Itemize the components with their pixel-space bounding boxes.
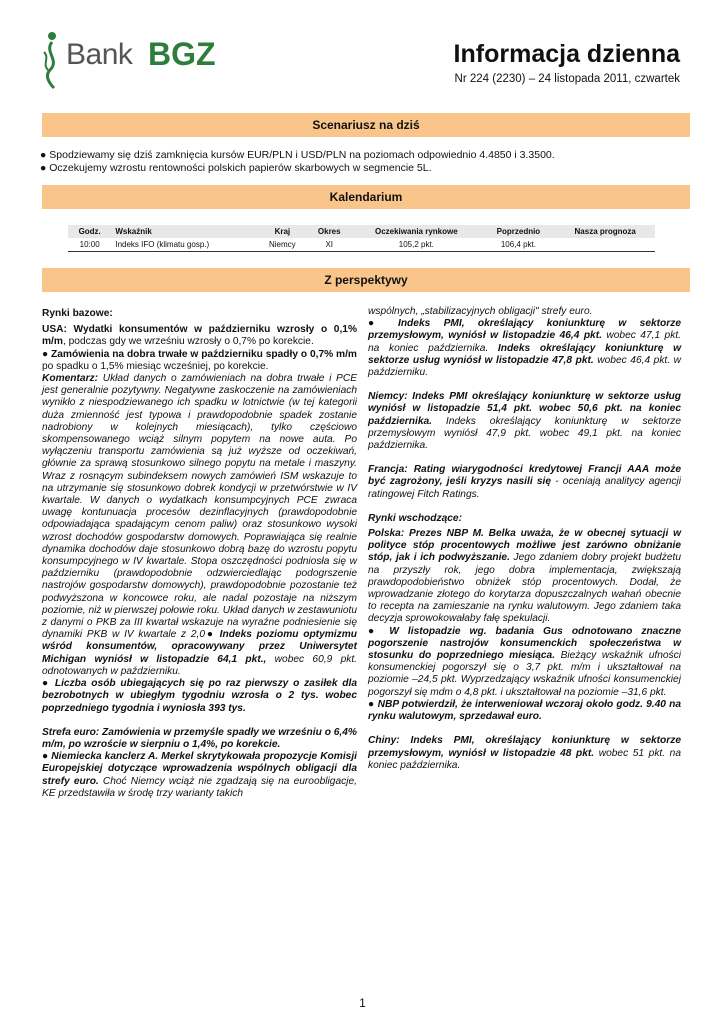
michigan-text: wobec 60,9 pkt. odnotowanych w październiku. <box>42 653 357 677</box>
eurobonds-continuation: wspólnych, „stabilizacyjnych obligacji" strefy euro. <box>368 306 593 317</box>
left-column <box>42 308 357 800</box>
table-row <box>68 238 655 252</box>
france-bold: Francja: Rating wiarygodności kredytowej Francji AAA może być zagrożony, jeśli kryzys nasili się <box>368 464 681 488</box>
gus-paragraph <box>368 626 681 699</box>
pmi-text-1: wobec 47,1 pkt. na koniec października. <box>368 330 681 354</box>
germany-text: Indeks określający koniunkturę w sektorze przemysłowym wyniósł 47,9 pkt. wobec 49,1 pkt. na koniec października. <box>368 415 681 452</box>
germany-bold: Niemcy: Indeks PMI określający koniunkturę w sektorze usług wyniósł w listopadzie 51,4 pkt. wobec 50,6 pkt. na koniec października. <box>368 391 681 427</box>
comment-label: Komentarz: <box>42 373 99 385</box>
calendar-cell <box>555 238 655 252</box>
comment-paragraph <box>42 373 357 678</box>
pmi-bold-1: ● Indeks PMI, określający koniunkturę w sektorze przemysłowym, wyniósł w listopadzie 46,4 pkt. <box>368 318 681 342</box>
pmi-text-2: wobec 46,4 pkt. w październiku. <box>368 354 681 379</box>
pmi-bold-2: Indeks określający koniunkturę w sektorze usług wyniósł w listopadzie 47,8 pkt. <box>368 342 681 366</box>
page-number: 1 <box>359 996 366 1010</box>
france-text: - oceniają analitycy agencji ratingowej Fitch Ratings. <box>368 476 681 500</box>
scenario-bullet: ● Spodziewamy się dziś zamknięcia kursów EUR/PLN i USD/PLN na poziomach odpowiednio 4.4850 i 3.3500. <box>40 149 555 161</box>
nbp-paragraph: ● NBP potwierdził, że interweniował wczoraj około godz. 9.40 na rynku walutowym, sprzedawał euro. <box>368 698 681 723</box>
usa-text-1: , podczas gdy we wrześniu wzrosły o 0,7% po korekcie. <box>62 336 314 348</box>
merkel-paragraph <box>42 751 357 800</box>
gus-bold: ● W listopadzie wg. badania Gus odnotowano znaczne pogorszenie nastrojów konsumenckich społeczeństwa w stosunku do poprzedniego miesiąca. <box>368 625 681 662</box>
calendar-header: Nasza prognoza <box>555 225 655 238</box>
china-bold: Chiny: Indeks PMI, określający koniunkturę w sektorze przemysłowym, wyniósł w listopadzie 48 pkt. <box>368 735 681 759</box>
usa-bold-2: ● Zamówienia na dobra trwałe w październiku spadły o 0,7% m/m <box>42 348 357 360</box>
michigan-bold: ● Indeks poziomu optymizmu wśród konsumentów, opracowywany przez Uniwersytet Michigan wyniósł w listopadzie 64,1 pkt., <box>42 629 357 665</box>
france-paragraph <box>368 464 681 501</box>
issue-line: Nr 224 (2230) – 24 listopada 2011, czwartek <box>454 73 680 85</box>
poland-bold: Polska: Prezes NBP M. Belka uważa, że w obecnej sytuacji w polityce stóp procentowych możliwe jest zarówno obniżanie stóp, jak i ich podwyższanie. <box>368 528 681 564</box>
scenario-bullet: ● Oczekujemy wzrostu rentowności polskich papierów skarbowych w segmencie 5L. <box>40 162 432 174</box>
china-text: wobec 51 pkt. na koniec października. <box>368 747 681 771</box>
usa-bold-1: USA: Wydatki konsumentów w październiku wzrosły o 0,1% m/m <box>42 324 357 348</box>
calendar-header: Wskaźnik <box>111 225 257 238</box>
usa-text-2: po spadku o 1,5% miesiąc wcześniej, po korekcie. <box>42 360 269 372</box>
calendar-cell: Indeks IFO (klimatu gosp.) <box>111 238 257 252</box>
merkel-bold: ● Niemiecka kanclerz A. Merkel skrytykowała propozycje Komisji Europejskiej dotyczące wprowadzenia wspólnych obligacji dla strefy euro. <box>42 751 357 787</box>
jobless-claims-paragraph: ● Liczba osób ubiegających się po raz pierwszy o zasiłek dla bezrobotnych w ubiegłym tygodniu wzrosła o 2 tys. wobec poprzedniego tygodnia i wyniosła 393 tys. <box>42 678 357 714</box>
logo-emblem-icon <box>40 30 66 90</box>
calendar-header: Okres <box>307 225 351 238</box>
bank-logo <box>40 30 220 90</box>
calendar-header: Poprzednio <box>481 225 555 238</box>
germany-paragraph <box>368 391 681 452</box>
logo-bgz-text: BGZ <box>148 36 216 72</box>
durables-paragraph <box>42 349 357 373</box>
logo-bank-text: Bank <box>66 38 133 71</box>
calendar-cell: XI <box>307 238 351 252</box>
calendar-cell: Niemcy <box>257 238 307 252</box>
pmi-eurozone-paragraph <box>368 318 681 379</box>
calendar-header: Godz. <box>68 225 111 238</box>
calendar-header-row <box>68 225 655 238</box>
calendar-header: Kraj <box>257 225 307 238</box>
eurozone-paragraph: Strefa euro: Zamówienia w przemyśle spadły we wrześniu o 6,4% m/m, po wzroście w sierpniu o 1,4%, po korekcie. <box>42 726 357 750</box>
page-title: Informacja dzienna <box>453 40 680 68</box>
merkel-text: Choć Niemcy wciąż nie zgadzają się na euroobligacje, KE przedstawiła w środę trzy warianty takich <box>42 775 357 799</box>
section-band-perspektywa: Z perspektywy <box>42 268 690 292</box>
subheading-rynki-bazowe: Rynki bazowe: <box>42 308 113 319</box>
section-band-kalendarium: Kalendarium <box>42 185 690 209</box>
calendar-table <box>68 225 655 252</box>
calendar-cell: 106,4 pkt. <box>481 238 555 252</box>
section-band-scenariusz: Scenariusz na dziś <box>42 113 690 137</box>
poland-text: Jego zdaniem dobry projekt budżetu na przyszły rok, jego dobra implementacja, zwiększają prawdopodobieństwo obniżek stóp procentowych. Dodał, że wprowadzanie złotego do korytarza dopuszczalnych wahań obecnie to recepta na zamieszanie na rynku walutowym. Jego zdaniem taka decyzja sprowokowałaby fałę spekulacji. <box>368 552 681 625</box>
poland-paragraph <box>368 528 681 626</box>
scenario-bullets <box>40 149 555 175</box>
calendar-cell: 10:00 <box>68 238 111 252</box>
right-column <box>368 306 681 772</box>
subheading-rynki-wschodzace: Rynki wschodzące: <box>368 512 462 524</box>
calendar-cell: 105,2 pkt. <box>351 238 481 252</box>
gus-text: Bieżący wskaźnik ufności konsumenckiej pogorszył się o 3,7 pkt. m/m i ukształtował na poziomie –24,5 pkt. Wyprzedzający wskaźnik ufności konsumenckiej pogorszył się mdm o 4,8 pkt. i ukształtował na poziomie –31,6 pkt. <box>368 650 681 698</box>
usa-paragraph <box>42 324 357 348</box>
comment-text: Układ danych o zamówieniach na dobra trwałe i PCE jest generalnie pozytywny. Negatywne zaskoczenie na zamówieniach wynikło z niespodziewanego ich spadku w lotnictwie (w tej kategorii duża zmienność jest typowa i prawdopodobnie spadek zostanie nadrobiony w kolejnych miesiącach), tylko częściowo skompensowanego wciąż silnym popytem na nowe auta. Po wyłączeniu transportu zamówienia są już wyższe od oczekiwań, głównie za sprawą stosunkowo silnego popytu na metale i maszyny. Wraz z rosnącym subindeksem nowych zamówień ISM wskazuje to na utrzymanie się stosunkowo dobrek kondycji w przetwórstwie w IV kwartale. W danych o wydatkach konsumpcyjnych PCE zwraca uwagę kontunuacja procesów dezinflacyjnych (prawdopodobnie odpowiadająca spadającym cenom paliw) oraz stosunkowo wysoki wzrost dochodów gospodarstw domowych. Poprawiająca się realnie dynamika dochodów daje stosunkowo dobrą bazę do wzrostu popytu konsumpcyjnego w IV kwartale. Stopa oszczędności podniosła się w październiku (prawdopodobnie odzwierciedlając podogrszenie nastrojów gospodarstw domowych), prawdopodobnie pozostanie też podwyższona w koncowce roku, ale nadal pozostaje na niższym poziomie, niż w pierwszej połowie roku. Układ danych w zestawuniotu z danymi o PKB za III kwartał wskazuje na wyraźne podniesienie się dynamiki PKB w IV kwartale z 2,0 <box>42 373 357 641</box>
calendar-header: Oczekiwania rynkowe <box>351 225 481 238</box>
china-paragraph <box>368 735 681 772</box>
